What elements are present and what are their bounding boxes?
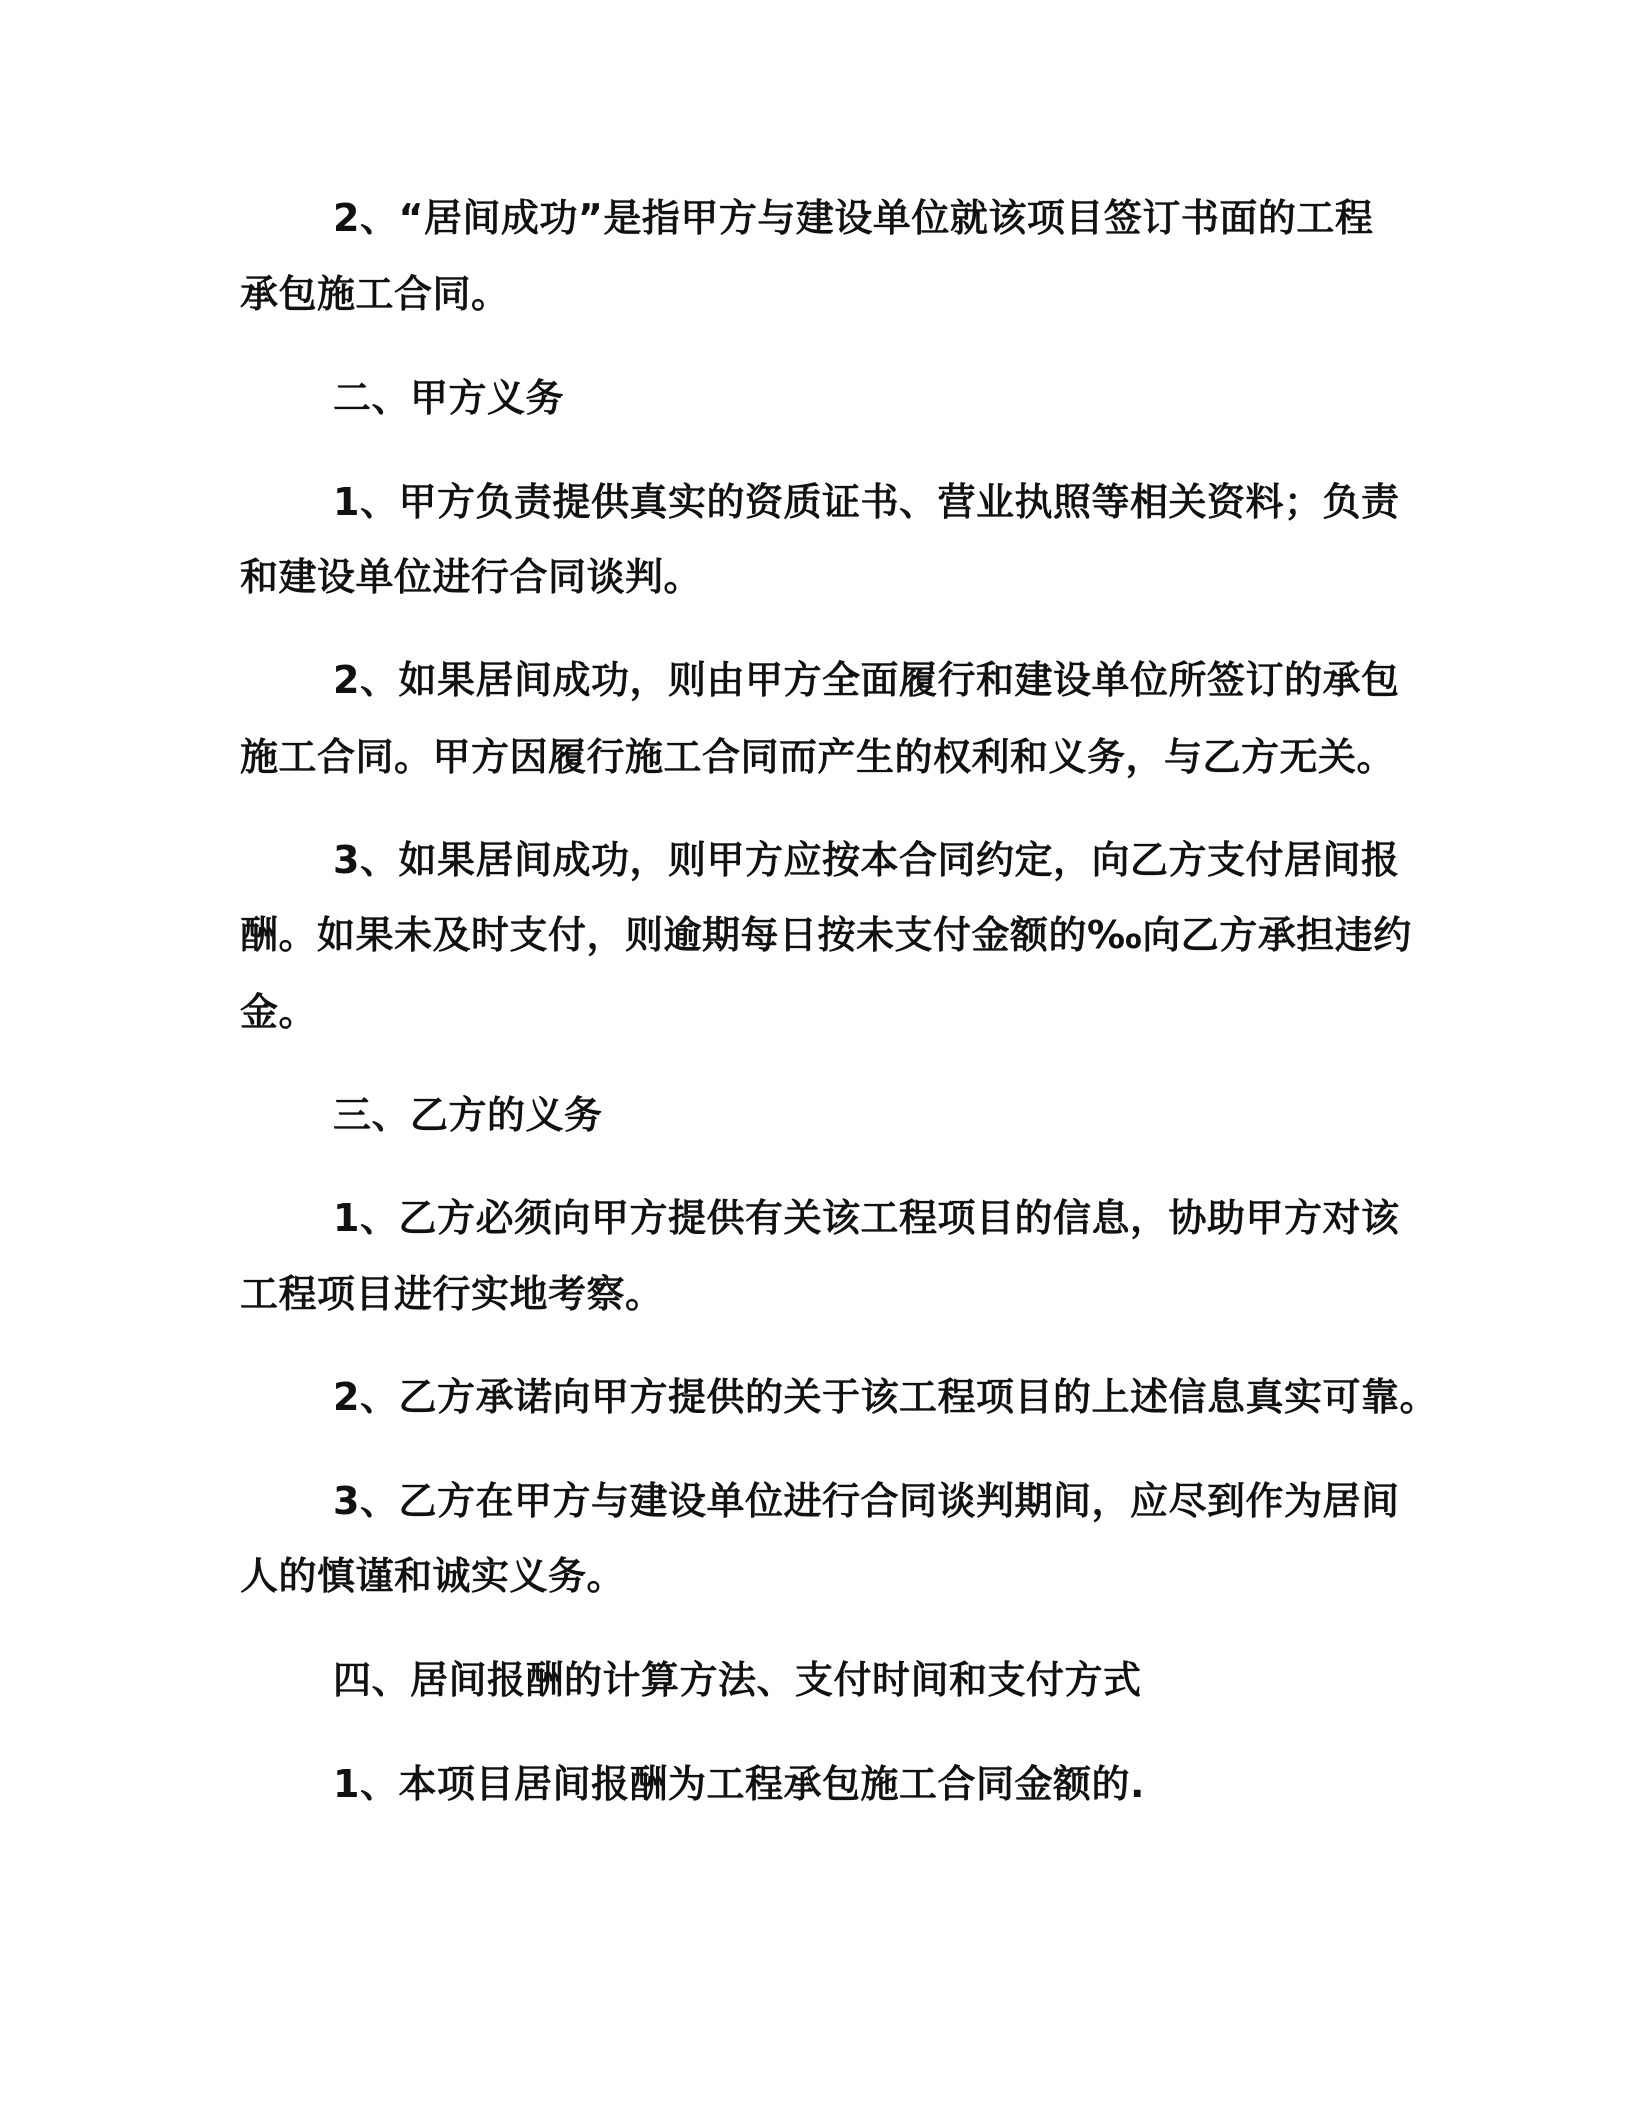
clause-2-3-line-1: 3、如果居间成功，则甲方应按本合同约定，向乙方支付居间报 <box>333 838 1400 882</box>
clause-2-2-line-2: 施工合同。甲方因履行施工合同而产生的权利和义务，与乙方无关。 <box>240 735 1396 779</box>
clause-3-3-line-1: 3、乙方在甲方与建设单位进行合同谈判期间，应尽到作为居间 <box>333 1479 1400 1523</box>
clause-2-1-line-2: 和建设单位进行合同谈判。 <box>240 555 703 599</box>
clause-3-2-line-1: 2、乙方承诺向甲方提供的关于该工程项目的上述信息真实可靠。 <box>333 1375 1438 1419</box>
clause-2-2-line-1: 2、如果居间成功，则由甲方全面履行和建设单位所签订的承包 <box>333 658 1400 702</box>
clause-3-3-line-2: 人的慎谨和诚实义务。 <box>240 1554 626 1598</box>
clause-3-1-line-2: 工程项目进行实地考察。 <box>240 1272 664 1316</box>
section-2-heading: 二、甲方义务 <box>333 376 565 420</box>
clause-1-2-line-1: 2、“居间成功”是指甲方与建设单位就该项目签订书面的工程 <box>333 196 1374 240</box>
clause-2-1-line-1: 1、甲方负责提供真实的资质证书、营业执照等相关资料；负责 <box>333 480 1400 524</box>
clause-2-3-line-3: 金。 <box>240 990 318 1034</box>
clause-4-1-line-1: 1、本项目居间报酬为工程承包施工合同金额的. <box>333 1762 1145 1806</box>
section-3-heading: 三、乙方的义务 <box>333 1093 603 1137</box>
clause-3-1-line-1: 1、乙方必须向甲方提供有关该工程项目的信息，协助甲方对该 <box>333 1196 1400 1240</box>
clause-1-2-line-2: 承包施工合同。 <box>240 272 510 316</box>
section-4-heading: 四、居间报酬的计算方法、支付时间和支付方式 <box>333 1658 1142 1702</box>
clause-2-3-line-2: 酬。如果未及时支付，则逾期每日按未支付金额的‰向乙方承担违约 <box>240 913 1412 957</box>
